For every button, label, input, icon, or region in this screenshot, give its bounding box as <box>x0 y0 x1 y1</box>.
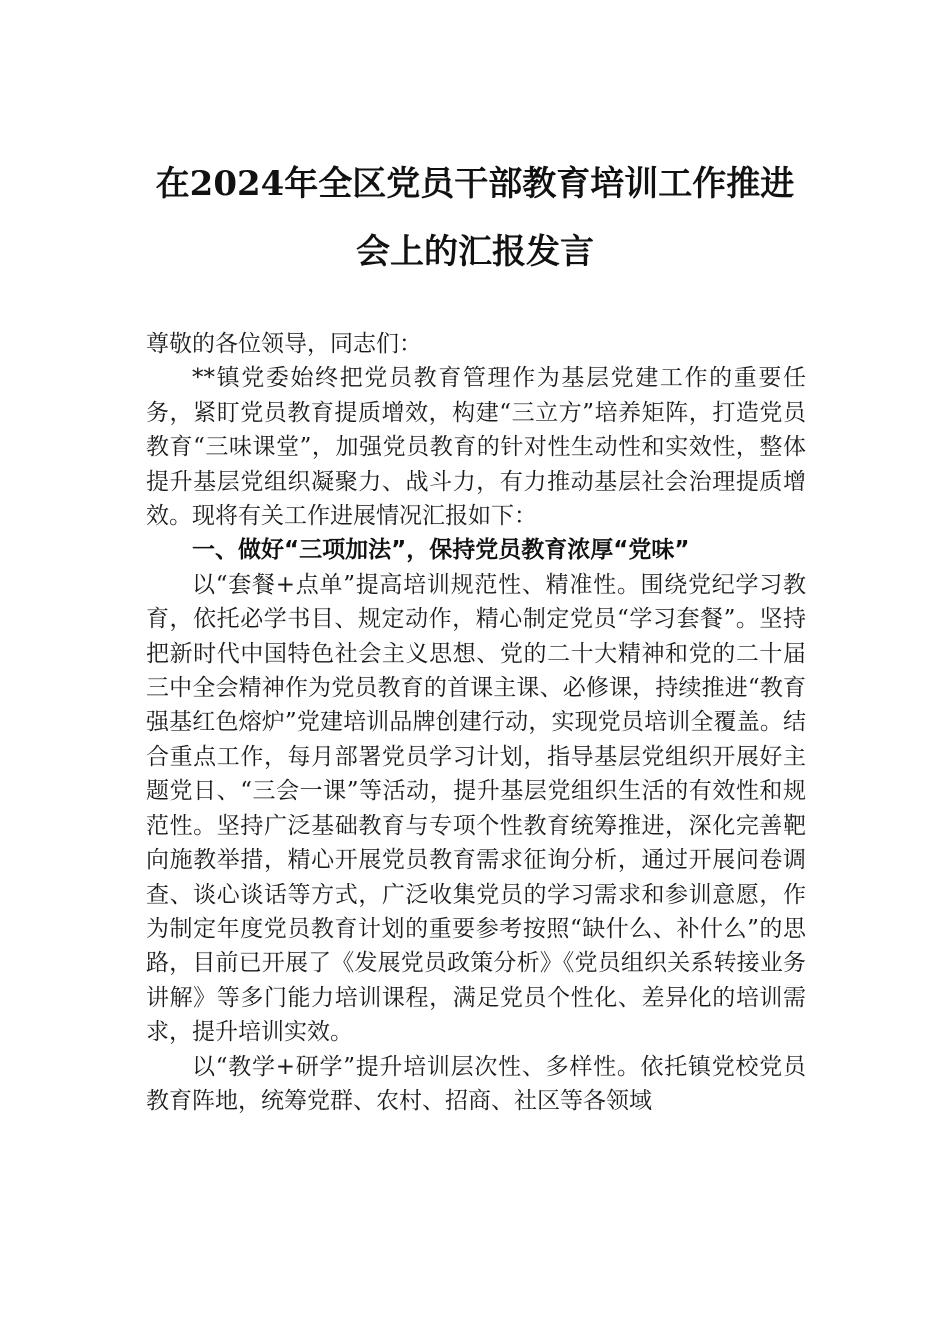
document-body <box>146 327 806 1118</box>
section-heading-1: 一、做好“三项加法”，保持党员教育浓厚“党味” <box>192 537 690 564</box>
intro-paragraph: **镇党委始终把党员教育管理作为基层党建工作的重要任务，紧盯党员教育提质增效，构建“三立方”培养矩阵，打造党员教育“三味课堂”，加强党员教育的针对性生动性和实效性，整体提升基层党组织凝聚力、战斗力，有力推动基层社会治理提质增效。现将有关工作进展情况汇报如下： <box>146 365 806 530</box>
document-title-line-1: 在2024年全区党员干部教育培训工作推进 <box>155 164 795 204</box>
salutation: 尊敬的各位领导，同志们： <box>146 331 422 357</box>
document-title-line-2: 会上的汇报发言 <box>356 232 594 272</box>
body-paragraph-1: 以“套餐+点单”提高培训规范性、精准性。围绕党纪学习教育，依托必学书目、规定动作，精心制定党员“学习套餐”。坚持把新时代中国特色社会主义思想、党的二十大精神和党的二十届三中全会精神作为党员教育的首课主课、必修课，持续推进“教育强基红色熔炉”党建培训品牌创建行动，实现党员培训全覆盖。结合重点工作，每月部署党员学习计划，指导基层党组织开展好主题党日、“三会一课”等活动，提升基层党组织生活的有效性和规范性。坚持广泛基础教育与专项个性教育统筹推进，深化完善靶向施教举措，精心开展党员教育需求征询分析，通过开展问卷调查、谈心谈话等方式，广泛收集党员的学习需求和参训意愿，作为制定年度党员教育计划的重要参考按照“缺什么、补什么”的思路，目前已开展了《发展党员政策分析》《党员组织关系转接业务讲解》等多门能力培训课程，满足党员个性化、差异化的培训需求，提升培训实效。 <box>146 571 806 1046</box>
body-paragraph-2: 以“教学+研学”提升培训层次性、多样性。依托镇党校党员教育阵地，统筹党群、农村、招商、社区等各领域 <box>146 1053 806 1114</box>
